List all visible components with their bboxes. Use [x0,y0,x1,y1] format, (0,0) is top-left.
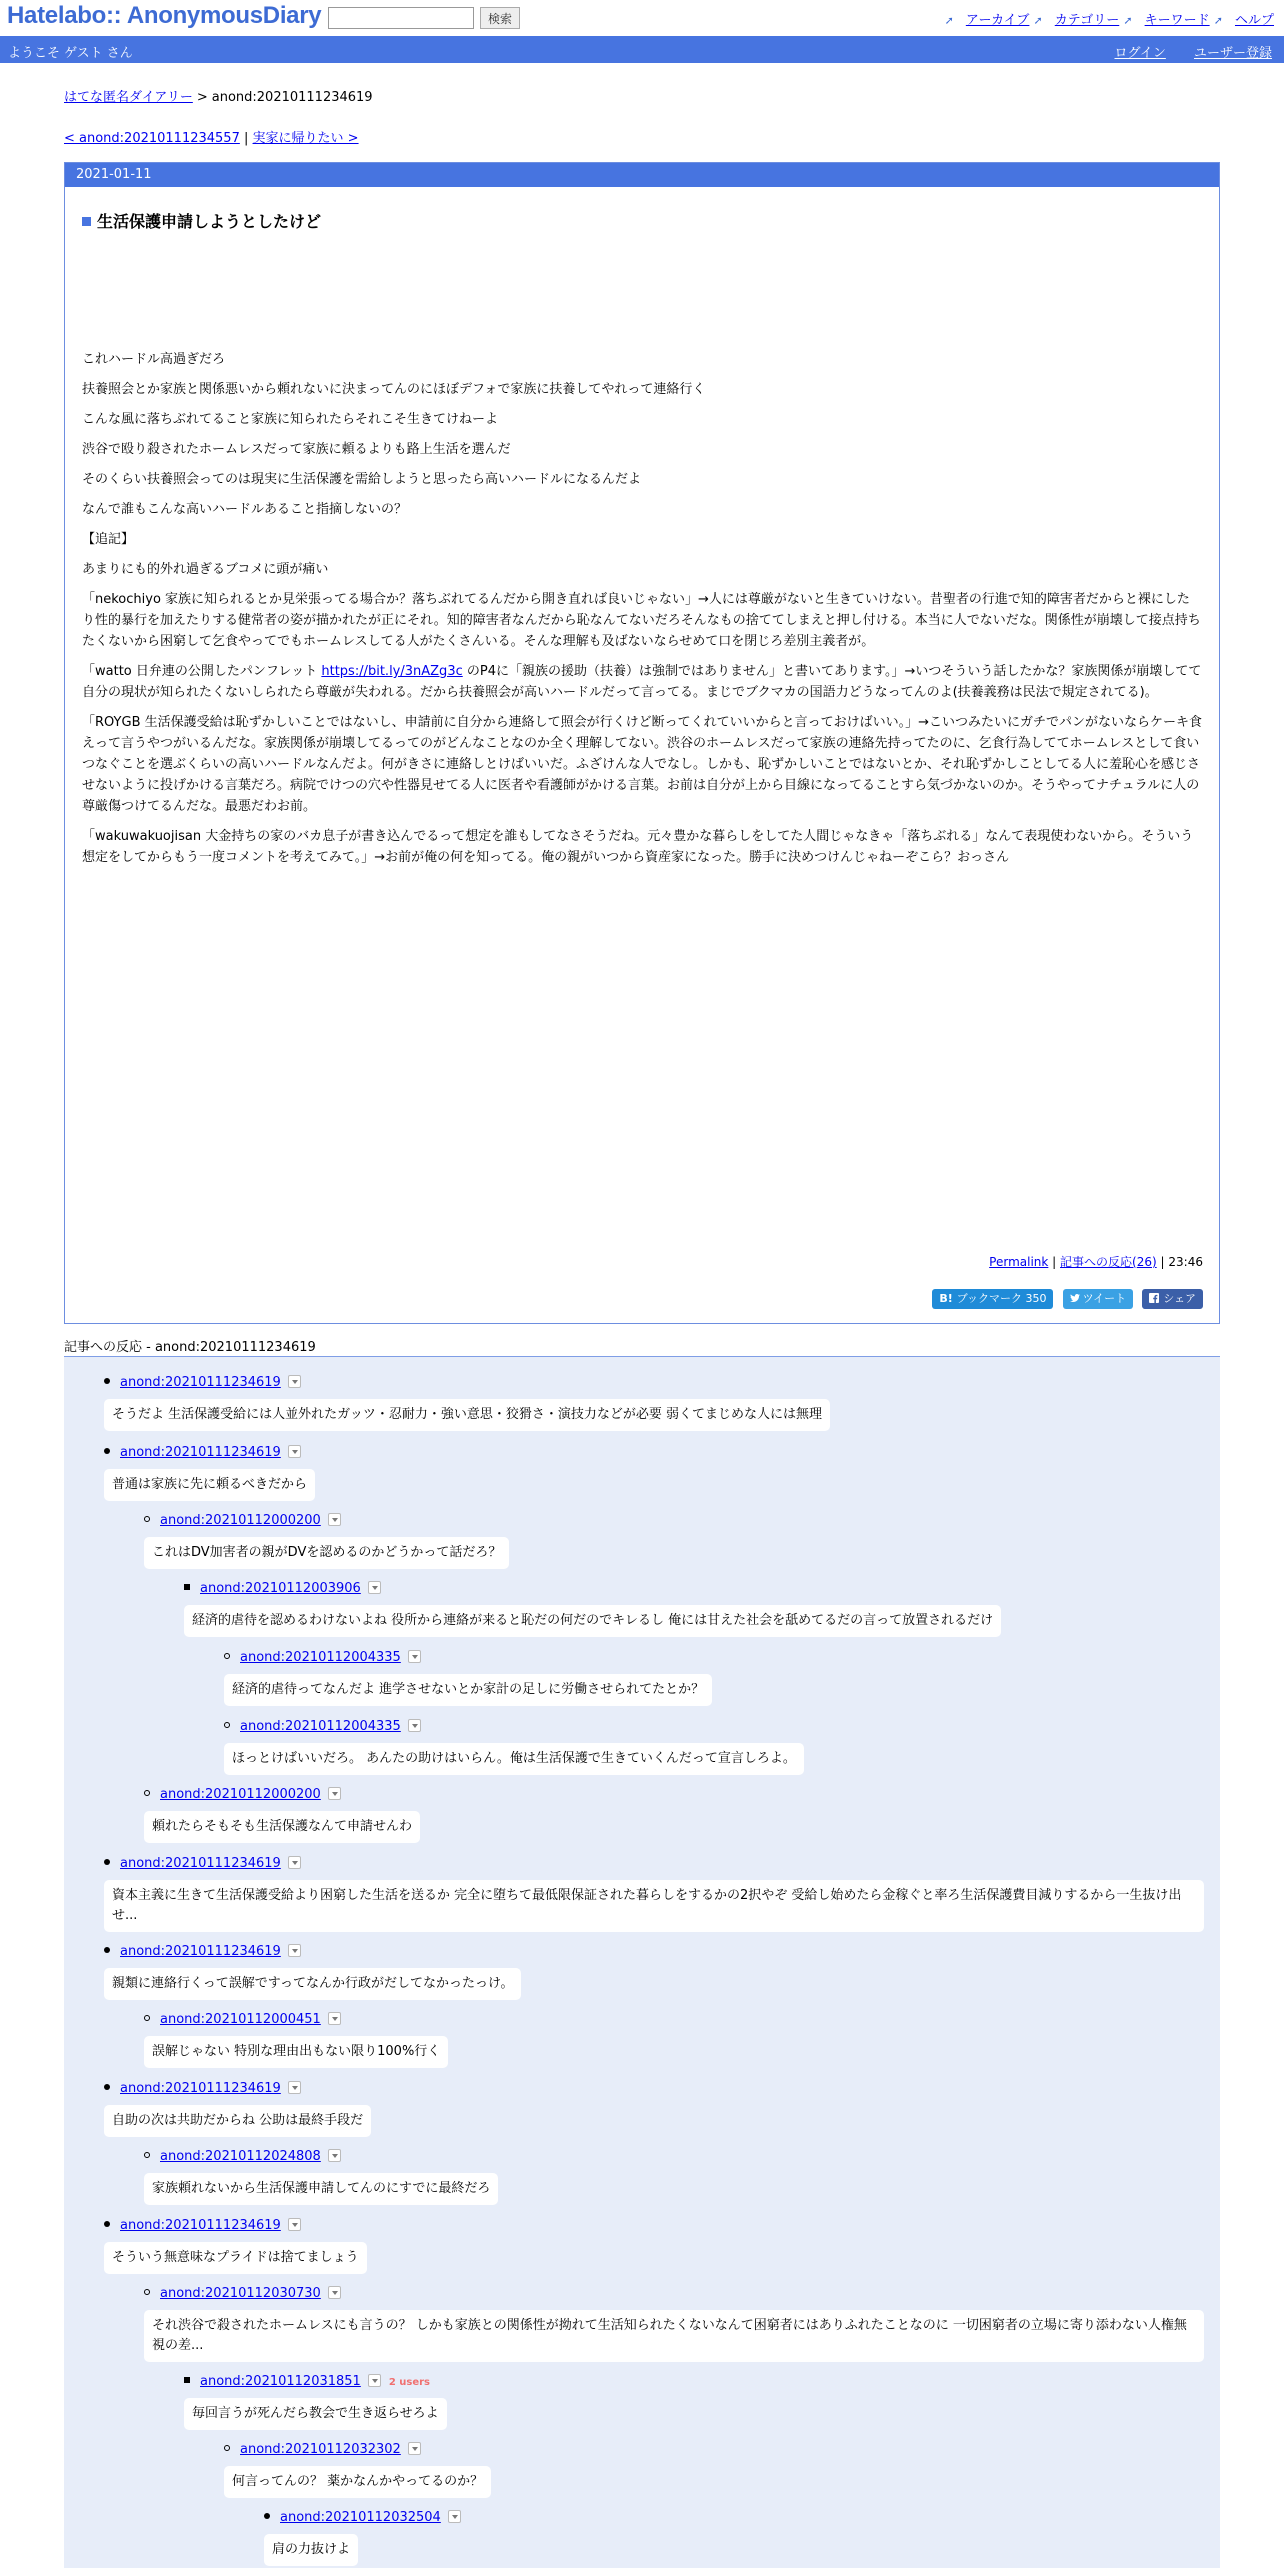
dropdown-toggle-icon[interactable] [408,1650,421,1663]
response-link[interactable]: anond:20210112031851 [200,2374,361,2389]
entry-anchor-icon[interactable] [82,217,91,226]
register-link[interactable]: ユーザー登録 [1193,46,1272,61]
search-input[interactable] [328,7,474,29]
response-link[interactable]: anond:20210111234619 [120,2218,281,2233]
footer-separator: | [1160,1255,1165,1269]
response-link[interactable]: anond:20210112032504 [280,2510,441,2525]
response-item [104,1443,315,1501]
arrow-icon: ➚ [944,14,954,27]
response-text: 経済的虐待を認めるわけないよね 役所から連絡が来ると恥だの何だのでキレるし 俺には甘えた社会を舐めてるだの言って放置されるだけ [184,1605,1001,1637]
entry-paragraph: 渋谷で殴り殺されたホームレスだって家族に頼るよりも路上生活を選んだ [82,442,511,457]
dropdown-toggle-icon[interactable] [288,1445,301,1458]
bullet-icon [224,1722,230,1728]
response-item [104,2079,371,2137]
response-link[interactable]: anond:20210111234619 [120,1375,281,1390]
entry-paragraph: こんな風に落ちぶれてること家族に知られたらそれこそ生きてけねーよ [82,412,499,427]
response-text: 経済的虐待ってなんだよ 進学させないとか家計の足しに労働させられてたとか？ [224,1674,712,1706]
response-text: これはDV加害者の親がDVを認めるのかどうかって話だろ？ [144,1537,509,1569]
dropdown-toggle-icon[interactable] [328,1513,341,1526]
permalink[interactable]: Permalink [989,1255,1049,1269]
facebook-share-button[interactable] [1142,1289,1203,1309]
bullet-icon [264,2513,270,2519]
entry-title [82,209,321,232]
bullet-icon [104,1947,110,1953]
twitter-icon [1070,1294,1080,1303]
bullet-icon [144,2015,150,2021]
dropdown-toggle-icon[interactable] [448,2510,461,2523]
response-item [184,1579,1001,1637]
entry-paragraph: あまりにも的外れ過ぎるブコメに頭が痛い [82,562,329,577]
response-text: 何言ってんの？ 薬かなんかやってるのか？ [224,2466,491,2498]
response-link[interactable]: anond:20210112000200 [160,1787,321,1802]
footer-separator: | [1052,1255,1057,1269]
bullet-icon [104,2221,110,2227]
entry-time: 23:46 [1168,1255,1203,1269]
dropdown-toggle-icon[interactable] [288,2218,301,2231]
hatena-bookmark-count: 350 [1025,1292,1047,1305]
response-text: 頼れたらそもそも生活保護なんて申請せんわ [144,1811,420,1843]
dropdown-toggle-icon[interactable] [328,2012,341,2025]
hatena-bookmark-label: ブックマーク [956,1292,1022,1305]
entry-paragraph: 「nekochiyo 家族に知られるとか見栄張ってる場合か？落ちぶれてるんだから開き直れば良いじゃない」→人には尊厳がないと生きていけない。昔聖者の行進で知的障害者だからと裸にしたり性的暴行を加えたりする健常者の姿が描かれたが正にそれ。知的障害者なんだから恥なんてないだろそんなもの捨ててしまえと押し付ける。本当に人でないだな。関係性が崩壊して接点持ちたくないから困窮して乞食やってでもホームレスしてる人がたくさんいる。そんな理解も及ばないならせめて口を閉じろ差別主義者が。 [82,592,1201,649]
response-text: 普通は家族に先に頼るべきだから [104,1469,315,1501]
bullet-icon [224,1653,230,1659]
response-text: 資本主義に生きて生活保護受給より困窮した生活を送るか 完全に堕ちて最低限保証された暮らしをするかの2択やぞ 受給し始めたら金稼ぐと率ろ生活保護費目減りするから一生抜け出せ... [104,1880,1204,1932]
response-item [144,2147,498,2205]
top-nav [945,9,1274,28]
response-text: 肩の力抜けよ [264,2534,358,2566]
dropdown-toggle-icon[interactable] [368,1581,381,1594]
hatena-icon: B! [939,1292,953,1305]
response-text: 自助の次は共助だからね 公助は最終手段だ [104,2105,371,2137]
watto-post: のP4に「親族の援助（扶養）は強制ではありません」と書いてあります。」→いつそういう話したかな？家族関係が崩壊してて自分の現状が知られたくないしられたら尊厳が失われる。だから扶養照会が高いハードルだって言ってる。まじでブクマカの国語力どうなってんのよ(扶養義務は民法で規定されてる)。 [82,664,1202,700]
response-link[interactable]: anond:20210112003906 [200,1581,361,1596]
nav-help[interactable]: ヘルプ [1234,13,1274,28]
response-link[interactable]: anond:20210111234619 [120,1856,281,1871]
tweet-label: ツイート [1082,1292,1127,1305]
response-item [264,2508,461,2566]
tweet-button[interactable] [1063,1289,1133,1309]
dropdown-toggle-icon[interactable] [328,1787,341,1800]
responses-label: 記事への反応( [1060,1255,1137,1269]
response-link[interactable]: anond:20210112004335 [240,1719,401,1734]
bullet-icon [224,2445,230,2451]
response-link[interactable]: anond:20210112000200 [160,1513,321,1528]
entry-pager [64,127,359,146]
response-item [224,1717,804,1775]
entry-paragraph: なんで誰もこんな高いハードルあること指摘しないの？ [82,502,408,517]
response-item [104,1942,521,2000]
entry-footer [989,1253,1203,1270]
dropdown-toggle-icon[interactable] [288,1856,301,1869]
response-item [144,2010,448,2068]
share-buttons [927,1289,1203,1309]
bullet-icon [144,2152,150,2158]
nav-category[interactable]: カテゴリー [1054,13,1120,28]
response-item [224,1648,712,1706]
search-button[interactable]: 検索 [480,7,520,29]
response-item [104,1854,1204,1932]
entry-paragraph: 【追記】 [82,532,135,547]
response-link[interactable]: anond:20210111234619 [120,1445,281,1460]
bullet-icon [104,1378,110,1384]
responses-section [64,1356,1220,2568]
bullet-icon [144,1516,150,1522]
response-item [144,1511,509,1569]
response-text: そうだよ 生活保護受給には人並外れたガッツ・忍耐力・強い意思・狡猾さ・演技力などが必要 弱くてまじめな人には無理 [104,1399,830,1431]
next-entry-link[interactable]: 実家に帰りたい > [252,131,359,146]
response-link[interactable]: anond:20210112032302 [240,2442,401,2457]
bullet-icon [144,1790,150,1796]
hatena-bookmark-button[interactable] [932,1289,1053,1309]
entry-body [82,349,1202,877]
nav-keyword[interactable]: キーワード [1144,13,1210,28]
response-text: 親類に連絡行くって誤解ですってなんか行政がだしてなかったっけ。 [104,1968,521,2000]
bullet-icon [184,1584,190,1590]
dropdown-toggle-icon[interactable] [288,1944,301,1957]
response-item [104,2216,367,2274]
entry-paragraph: これハードル高過ぎだろ [82,352,226,367]
responses-count: 26 [1136,1255,1153,1269]
header [0,0,1284,36]
breadcrumb [64,86,373,105]
response-text: 誤解じゃない 特別な理由出もない限り100%行く [144,2036,448,2068]
responses-close: ) [1152,1255,1157,1269]
arrow-icon: ➚ [1213,14,1223,27]
entry-paragraph: そのくらい扶養照会ってのは現実に生活保護を需給しようと思ったら高いハードルになるんだよ [82,472,642,487]
response-text: ほっとけばいいだろ。 あんたの助けはいらん。俺は生活保護で生きていくんだって宣言しろよ。 [224,1743,804,1775]
responses-title: 記事への反応 - anond:20210111234619 [64,1340,316,1355]
auth-links [1090,42,1272,61]
prev-entry-link[interactable]: < anond:20210111234557 [64,131,240,146]
response-item [144,2284,1204,2362]
breadcrumb-current: anond:20210111234619 [211,90,373,105]
entry-title-text: 生活保護申請しようとしたけど [97,212,322,231]
dropdown-toggle-icon[interactable] [368,2374,381,2387]
response-link[interactable]: anond:20210111234619 [120,2081,281,2096]
arrow-icon: ➚ [1033,14,1043,27]
entry-paragraph: 「ROYGB 生活保護受給は恥ずかしいことではないし、申請前に自分から連絡して照会が行くけど断ってくれていいからと言っておけばいい。」→こいつみたいにガチでパンがないならケーキ食えって言うやつがいるんだな。家族関係が崩壊してるってのがどんなことなのか全く理解してない。渋谷のホームレスだって家族の連絡先持ってたのに、乞食行為しててホームレスとして食いつなぐことを選ぶくらいの高いハードルなんだよ。何がきさに連絡しとけばいいだ。ふざけんな人でなし。しかも、恥ずかしいことではないとか、それ恥ずかしことしてる人に羞恥心を感じさせないように投げかける言葉だろ。病院でけつの穴や性器見せてる人に医者や看護師がかける言葉。お前は自分が上から目線になってることすら気づかないのか。そうやってナチュラルに人の尊厳傷つけてるんだな。最悪だわお前。 [82,715,1203,814]
login-link[interactable]: ログイン [1114,46,1166,61]
bullet-icon [144,2289,150,2295]
facebook-icon [1149,1293,1159,1303]
responses-link[interactable] [1060,1255,1157,1269]
breadcrumb-separator: > [196,90,208,105]
day-date: 2021-01-11 [65,163,1219,187]
response-link[interactable]: anond:20210112030730 [160,2286,321,2301]
response-link[interactable]: anond:20210112000451 [160,2012,321,2027]
dropdown-toggle-icon[interactable] [408,2442,421,2455]
facebook-share-label: シェア [1163,1292,1196,1305]
entry-paragraph: 扶養照会とか家族と関係悪いから頼れないに決まってんのにほぼデフォで家族に扶養してやれって連絡行く [82,382,706,397]
response-item [104,1373,830,1431]
bullet-icon [184,2377,190,2383]
response-item [184,2372,447,2430]
response-link[interactable]: anond:20210112004335 [240,1650,401,1665]
breadcrumb-home[interactable]: はてな匿名ダイアリー [64,90,193,105]
entry-paragraph: 「wakuwakuojisan 大金持ちの家のバカ息子が書き込んでるって想定を誰もしてなさそうだね。元々豊かな暮らしをしてた人間じゃなきゃ「落ちぶれる」なんて表現使わないから。そういう想定をしてからもう一度コメントを考えてみて。」→お前が俺の何を知ってる。俺の親がいつから資産家になった。勝手に決めつけんじゃねーぞこら？おっさん [82,829,1194,865]
arrow-icon: ➚ [1123,14,1133,27]
watto-pre: 「watto 日弁連の公開したパンフレット [82,664,322,679]
response-text: それ渋谷で殺されたホームレスにも言うの？ しかも家族との関係性が拗れて生活知られたくないなんて困窮者にはありふれたことなのに 一切困窮者の立場に寄り添わない人権無視の差... [144,2310,1204,2362]
dropdown-toggle-icon[interactable] [408,1719,421,1732]
response-text: 家族頼れないから生活保護申請してんのにすでに最終だろ [144,2173,498,2205]
dropdown-toggle-icon[interactable] [328,2149,341,2162]
nav-archive[interactable]: アーカイブ [965,13,1030,28]
day-section [64,162,1220,1324]
response-item [224,2440,491,2498]
users-badge[interactable]: 2 users [388,2377,431,2388]
response-text: 毎回言うが死んだら教会で生き返らせろよ [184,2398,447,2430]
response-text: そういう無意味なプライドは捨てましょう [104,2242,367,2274]
user-bar [0,36,1284,63]
bullet-icon [104,2084,110,2090]
entry-paragraph [82,661,1202,703]
dropdown-toggle-icon[interactable] [328,2286,341,2299]
site-logo[interactable]: Hatelabo:: AnonymousDiary [7,2,322,29]
response-link[interactable]: anond:20210111234619 [120,1944,281,1959]
dropdown-toggle-icon[interactable] [288,2081,301,2094]
response-link[interactable]: anond:20210112024808 [160,2149,321,2164]
dropdown-toggle-icon[interactable] [288,1375,301,1388]
pager-separator: | [244,131,249,146]
bullet-icon [104,1448,110,1454]
pamphlet-link[interactable]: https://bit.ly/3nAZg3c [321,664,463,679]
welcome-text: ようこそ ゲスト さん [8,46,133,61]
bullet-icon [104,1859,110,1865]
response-item [144,1785,420,1843]
